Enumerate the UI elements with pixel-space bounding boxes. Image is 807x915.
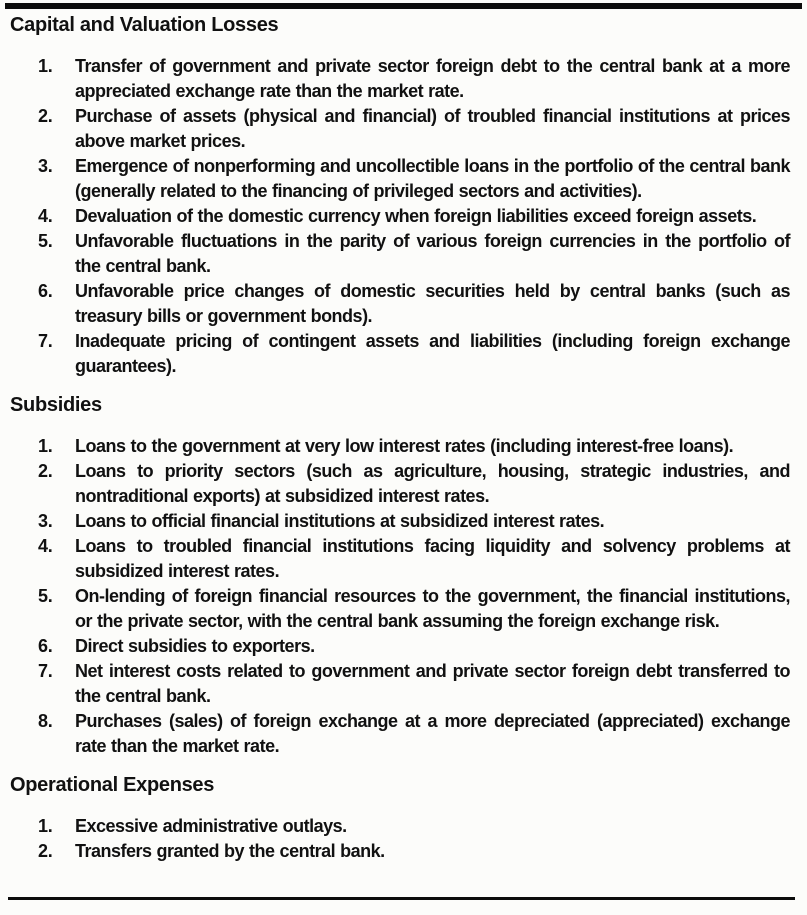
list-item (10, 509, 790, 534)
item-text: Net interest costs related to government and private sector foreign debt transferred to the central bank. (75, 661, 790, 706)
item-number: 4. (38, 536, 53, 556)
list-item (10, 434, 790, 459)
item-text: Excessive administrative outlays. (75, 816, 347, 836)
list-item (10, 154, 790, 204)
item-text: Purchase of assets (physical and financial) of troubled financial institutions at prices above market prices. (75, 106, 790, 151)
item-text: Direct subsidies to exporters. (75, 636, 315, 656)
item-text: On-lending of foreign financial resources to the government, the financial institutions, or the private sector, with the central bank assuming the foreign exchange risk. (75, 586, 790, 631)
item-number: 6. (38, 281, 53, 301)
item-number: 1. (38, 56, 53, 76)
list-item (10, 584, 790, 634)
section (10, 393, 790, 759)
list-item (10, 329, 790, 379)
item-text: Loans to the government at very low interest rates (including interest-free loans). (75, 436, 734, 456)
numbered-list (10, 54, 790, 379)
item-number: 6. (38, 636, 53, 656)
item-number: 7. (38, 661, 53, 681)
list-item (10, 229, 790, 279)
list-item (10, 459, 790, 509)
item-number: 2. (38, 106, 53, 126)
list-item (10, 634, 790, 659)
top-rule (5, 3, 802, 9)
item-text: Loans to troubled financial institutions facing liquidity and solvency problems at subsidized interest rates. (75, 536, 790, 581)
item-number: 2. (38, 461, 53, 481)
item-text: Loans to priority sectors (such as agriculture, housing, strategic industries, and nontraditional exports) at subsidized interest rates. (75, 461, 790, 506)
item-text: Emergence of nonperforming and uncollectible loans in the portfolio of the central bank (generally related to the financing of privileged sectors and activities). (75, 156, 790, 201)
section-title: Operational Expenses (10, 774, 215, 796)
item-number: 2. (38, 841, 53, 861)
item-number: 1. (38, 816, 53, 836)
list-item (10, 814, 790, 839)
item-text: Unfavorable fluctuations in the parity of various foreign currencies in the portfolio of the central bank. (75, 231, 790, 276)
item-number: 3. (38, 511, 53, 531)
item-number: 5. (38, 586, 53, 606)
list-item (10, 204, 790, 229)
item-number: 4. (38, 206, 53, 226)
numbered-list (10, 434, 790, 759)
list-item (10, 54, 790, 104)
item-text: Loans to official financial institutions at subsidized interest rates. (75, 511, 605, 531)
item-number: 1. (38, 436, 53, 456)
section-title: Capital and Valuation Losses (10, 14, 279, 36)
list-item (10, 534, 790, 584)
list-item (10, 104, 790, 154)
item-number: 5. (38, 231, 53, 251)
list-item (10, 659, 790, 709)
item-text: Purchases (sales) of foreign exchange at a more depreciated (appreciated) exchange rate than the market rate. (75, 711, 790, 756)
section (10, 773, 790, 864)
item-number: 3. (38, 156, 53, 176)
section (10, 13, 790, 379)
item-number: 7. (38, 331, 53, 351)
document-body (10, 13, 790, 864)
item-text: Inadequate pricing of contingent assets and liabilities (including foreign exchange guarantees). (75, 331, 790, 376)
item-text: Transfers granted by the central bank. (75, 841, 385, 861)
item-text: Unfavorable price changes of domestic securities held by central banks (such as treasury bills or government bonds). (75, 281, 790, 326)
item-text: Devaluation of the domestic currency when foreign liabilities exceed foreign assets. (75, 206, 757, 226)
item-text: Transfer of government and private sector foreign debt to the central bank at a more appreciated exchange rate than the market rate. (75, 56, 790, 101)
numbered-list (10, 814, 790, 864)
list-item (10, 709, 790, 759)
list-item (10, 279, 790, 329)
item-number: 8. (38, 711, 53, 731)
section-title: Subsidies (10, 394, 102, 416)
bottom-rule (8, 897, 795, 900)
list-item (10, 839, 790, 864)
